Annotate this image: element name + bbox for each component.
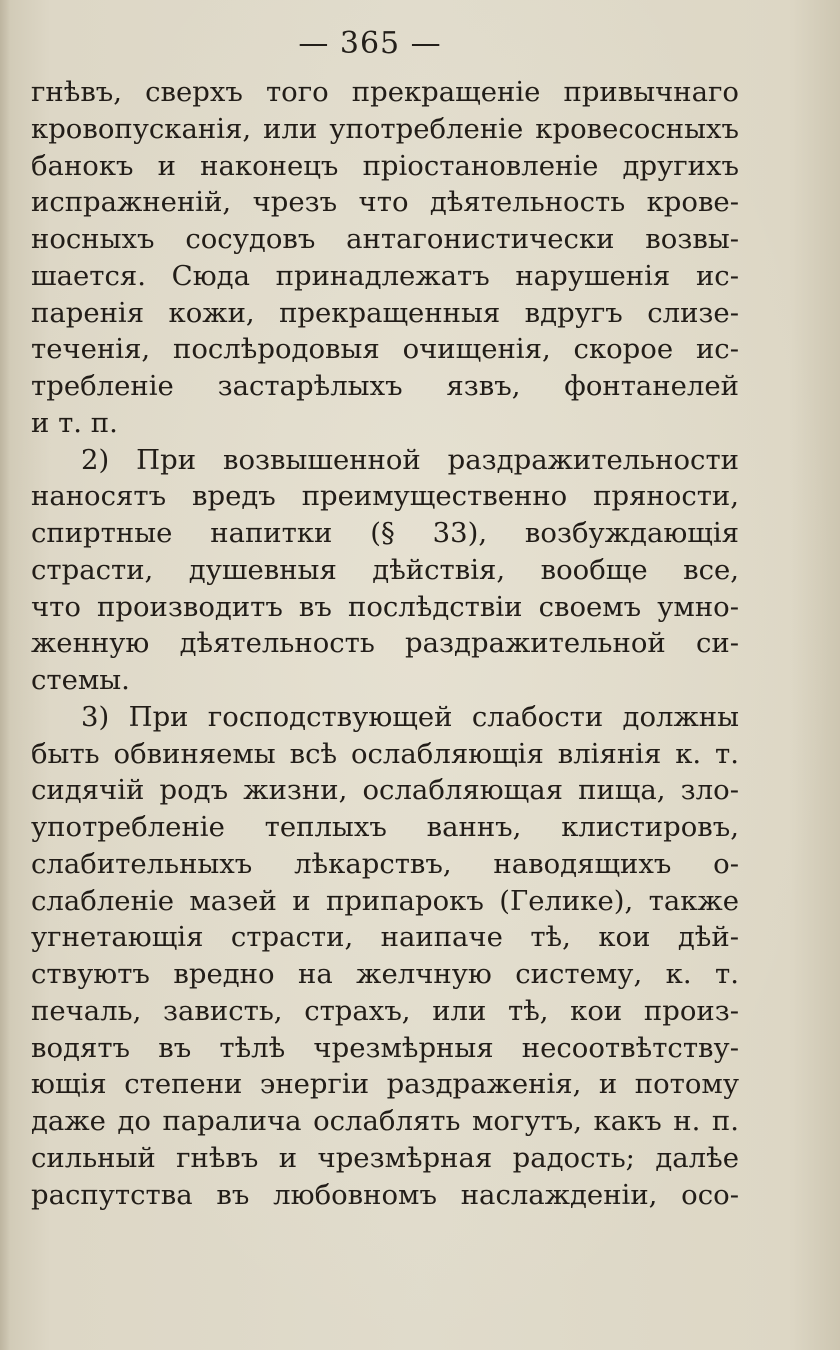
text-line: гнѣвъ, сверхъ того прекращеніе привычнаго (31, 76, 739, 108)
text-line: страсти, душевныя дѣйствія, вообще все, (31, 553, 739, 586)
text-line: стемы. (31, 664, 130, 696)
page-number: — 365 — (298, 26, 442, 61)
text-line: спиртные напитки (§ 33), возбуждающія (31, 517, 739, 549)
text-line: угнетающія страсти, наипаче тѣ, кои дѣй- (31, 921, 739, 954)
text-line: быть обвиняемы всѣ ослабляющія вліянія к. т. (31, 737, 739, 770)
text-line: и т. п. (31, 406, 118, 439)
text-line: сидячій родъ жизни, ослабляющая пища, зло- (31, 774, 739, 807)
text-line: наносятъ вредъ преимущественно пряности, (31, 480, 739, 513)
text-line: банокъ и наконецъ пріостановленіе другихъ (31, 149, 739, 182)
text-line: паренія кожи, прекращенныя вдругъ слизе- (31, 296, 739, 329)
text-line: кровопусканія, или употребленіе кровесосныхъ (31, 112, 739, 145)
text-line: ствуютъ вредно на желчную систему, к. т. (31, 958, 739, 990)
text-line: употребленіе теплыхъ ваннъ, клистировъ, (31, 811, 739, 843)
text-line: шается. Сюда принадлежатъ нарушенія ис- (31, 259, 739, 292)
text-line: требленіе застарѣлыхъ язвъ, фонтанелей (31, 370, 739, 402)
text-line: носныхъ сосудовъ антагонистически возвы- (31, 223, 739, 255)
text-line: испражненій, чрезъ что дѣятельность крове- (31, 186, 739, 219)
page-edge-shadow (0, 0, 10, 1350)
text-line: что производитъ въ послѣдствіи своемъ умно- (31, 590, 739, 623)
text-line: женную дѣятельность раздражительной си- (31, 627, 739, 660)
text-line: слабленіе мазей и припарокъ (Гелике), также (31, 884, 739, 917)
body-text (31, 74, 739, 1213)
text-line: печаль, зависть, страхъ, или тѣ, кои произ- (31, 994, 739, 1027)
text-line: водятъ въ тѣлѣ чрезмѣрныя несоотвѣтству- (31, 1031, 739, 1064)
text-line: 3) При господствующей слабости должны (81, 700, 739, 733)
text-line: даже до паралича ослаблять могутъ, какъ н. п. (31, 1105, 739, 1137)
text-line: теченія, послѣродовыя очищенія, скорое ис- (31, 333, 739, 366)
text-line: ющія степени энергіи раздраженія, и потому (31, 1068, 739, 1101)
text-line: сильный гнѣвъ и чрезмѣрная радость; далѣе (31, 1141, 739, 1174)
text-line: слабительныхъ лѣкарствъ, наводящихъ о- (31, 847, 739, 880)
text-line: распутства въ любовномъ наслажденіи, осо- (31, 1178, 739, 1211)
text-line: 2) При возвышенной раздражительности (81, 443, 739, 476)
